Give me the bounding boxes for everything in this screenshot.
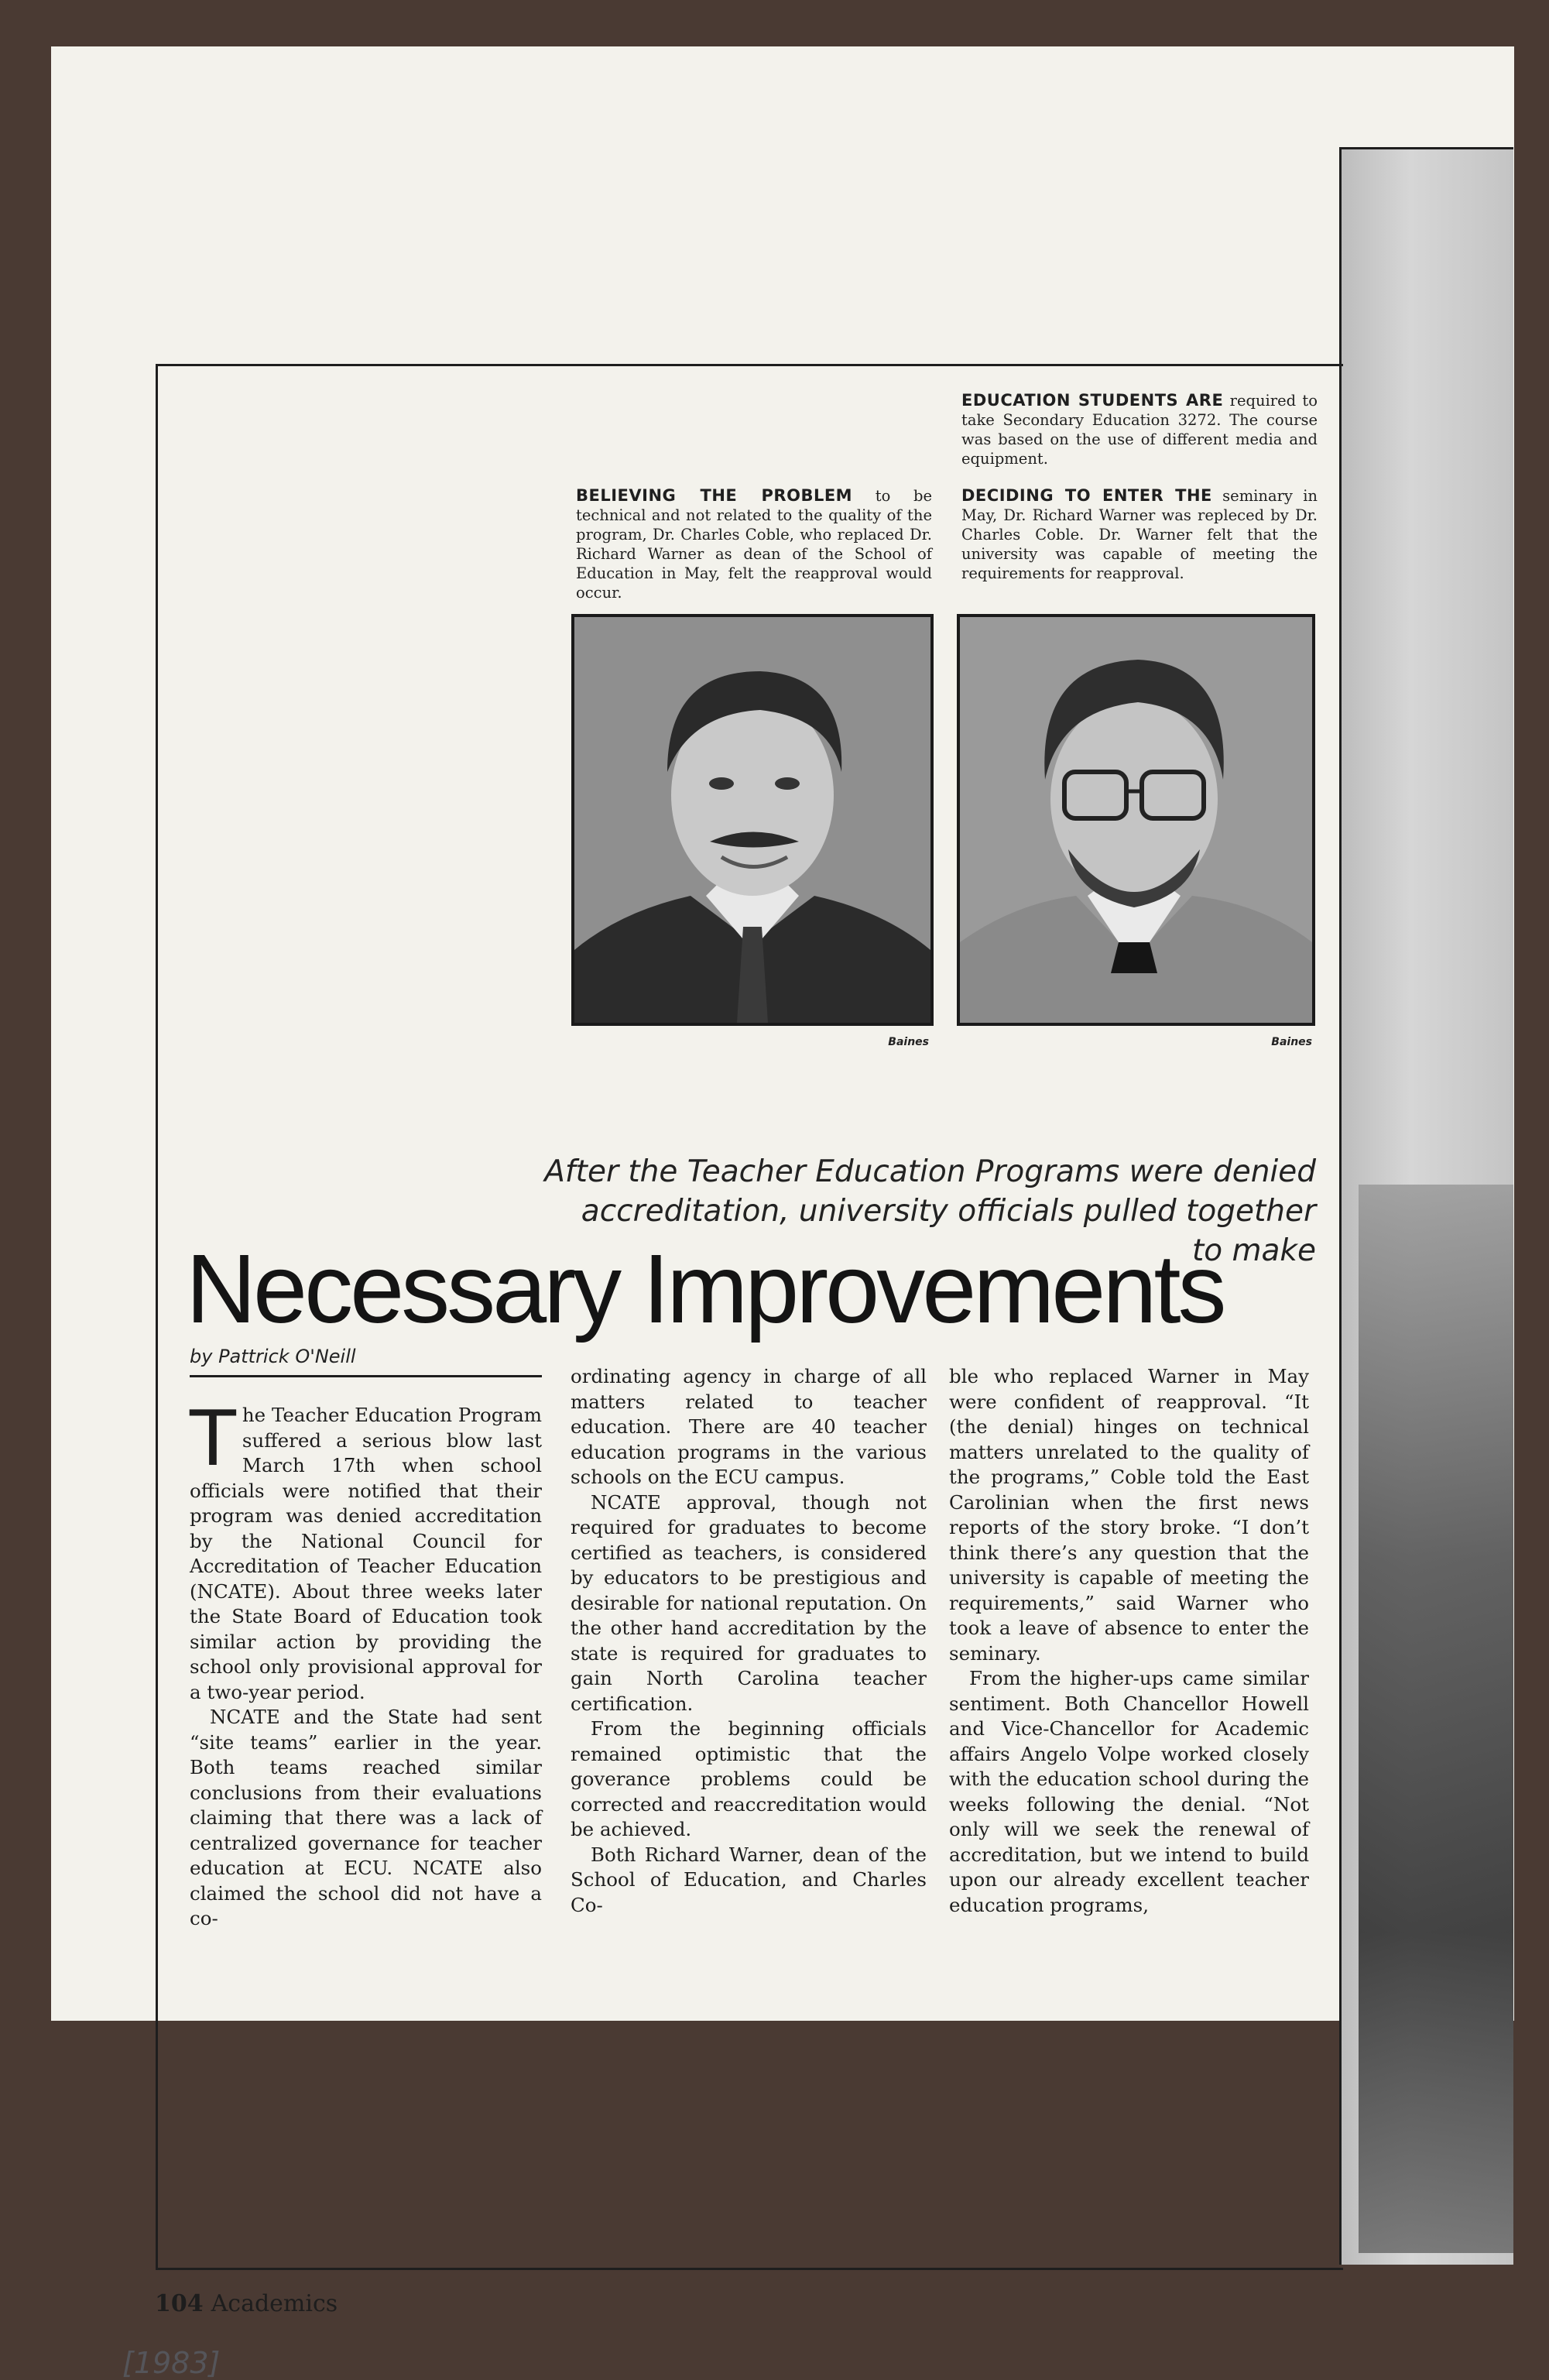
paragraph-text: he Teacher Education Program suffered a serious blow last March 17th when school officials were notified that their program was denied accreditation by the National Council for Accreditation of Teacher Education (NCATE). About three weeks later the State Board of Education took similar action by providing the school only provisional approval for a two-year period. xyxy=(190,1404,542,1703)
cropped-photo-shadow xyxy=(1359,1185,1513,2253)
caption-text: required to take Secondary Education 3272. The course was based on the use of different media and equipment. xyxy=(961,392,1318,468)
paragraph: ordinating agency in charge of all matters related to teacher education. There are 40 teacher education programs in the various schools on the ECU campus. xyxy=(571,1365,927,1488)
portrait-photo-left xyxy=(571,614,934,1026)
section-name: Academics xyxy=(211,2290,338,2317)
photo-credit-right: Baines xyxy=(1271,1036,1312,1048)
headline-kicker: After the Teacher Education Programs were denied accreditation, university officials pulled together to make xyxy=(544,1154,1316,1268)
caption-lead: BELIEVING THE PROBLEM xyxy=(576,486,853,505)
caption-right xyxy=(961,486,1318,583)
photo-credit-left: Baines xyxy=(888,1036,929,1048)
caption-text: seminary in May, Dr. Richard Warner was repleced by Dr. Charles Coble. Dr. Warner felt that the university was capable of meeting the requirements for reapproval. xyxy=(961,487,1318,582)
paragraph xyxy=(190,1395,542,1705)
body-column-3 xyxy=(949,1364,1309,1918)
portrait-left-drawing xyxy=(574,617,930,1023)
body-column-1 xyxy=(190,1395,542,1932)
portrait-right-drawing xyxy=(960,617,1312,1023)
paragraph: Both Richard Warner, dean of the School of Education, and Charles Co- xyxy=(571,1843,927,1916)
page-folio xyxy=(155,2290,338,2317)
paragraph: NCATE approval, though not required for graduates to become certified as teachers, is considered by educators to be prestigious and desirable for national reputation. On the other hand accreditation by the state is required for graduates to gain North Carolina teacher certification. xyxy=(571,1490,927,1715)
page-title: Necessary Improvements xyxy=(186,1234,1224,1343)
caption-text: to be technical and not related to the quality of the program, Dr. Charles Coble, who replaced Dr. Richard Warner as dean of the School of Education in May, felt the reapproval would occur. xyxy=(576,487,932,602)
paragraph: ble who replaced Warner in May were confident of reapproval. “It (the denial) hinges on technical matters unrelated to the quality of the programs,” Coble told the East Carolinian when the first news reports of the story broke. “I don’t think there’s any question that the university is capable of meeting the requirements,” said Warner who took a leave of absence to enter the seminary. xyxy=(949,1365,1309,1665)
page-number: 104 xyxy=(155,2290,204,2317)
paragraph: From the beginning officials remained optimistic that the goverance problems could be corrected and reaccreditation would be achieved. xyxy=(571,1717,927,1840)
drop-cap: T xyxy=(190,1395,236,1483)
portrait-photo-right xyxy=(957,614,1315,1026)
caption-lead: EDUCATION STUDENTS ARE xyxy=(961,391,1224,410)
caption-right-top xyxy=(961,391,1318,468)
caption-lead: DECIDING TO ENTER THE xyxy=(961,486,1212,505)
caption-left xyxy=(576,486,932,602)
paragraph: From the higher-ups came similar sentiment. Both Chancellor Howell and Vice-Chancellor for Academic affairs Angelo Volpe worked closely with the education school during the weeks following the denial. “Not only will we seek the renewal of accreditation, but we intend to build upon our already excellent teacher education programs, xyxy=(949,1667,1309,1916)
body-column-2 xyxy=(571,1364,927,1918)
handwritten-year-note: [1983] xyxy=(122,2346,221,2380)
byline: by Pattrick O'Neill xyxy=(190,1346,542,1377)
paragraph: NCATE and the State had sent “site teams” earlier in the year. Both teams reached similar conclusions from their evaluations claiming that there was a lack of centralized governance for teacher education at ECU. NCATE also claimed the school did not have a co- xyxy=(190,1706,542,1929)
